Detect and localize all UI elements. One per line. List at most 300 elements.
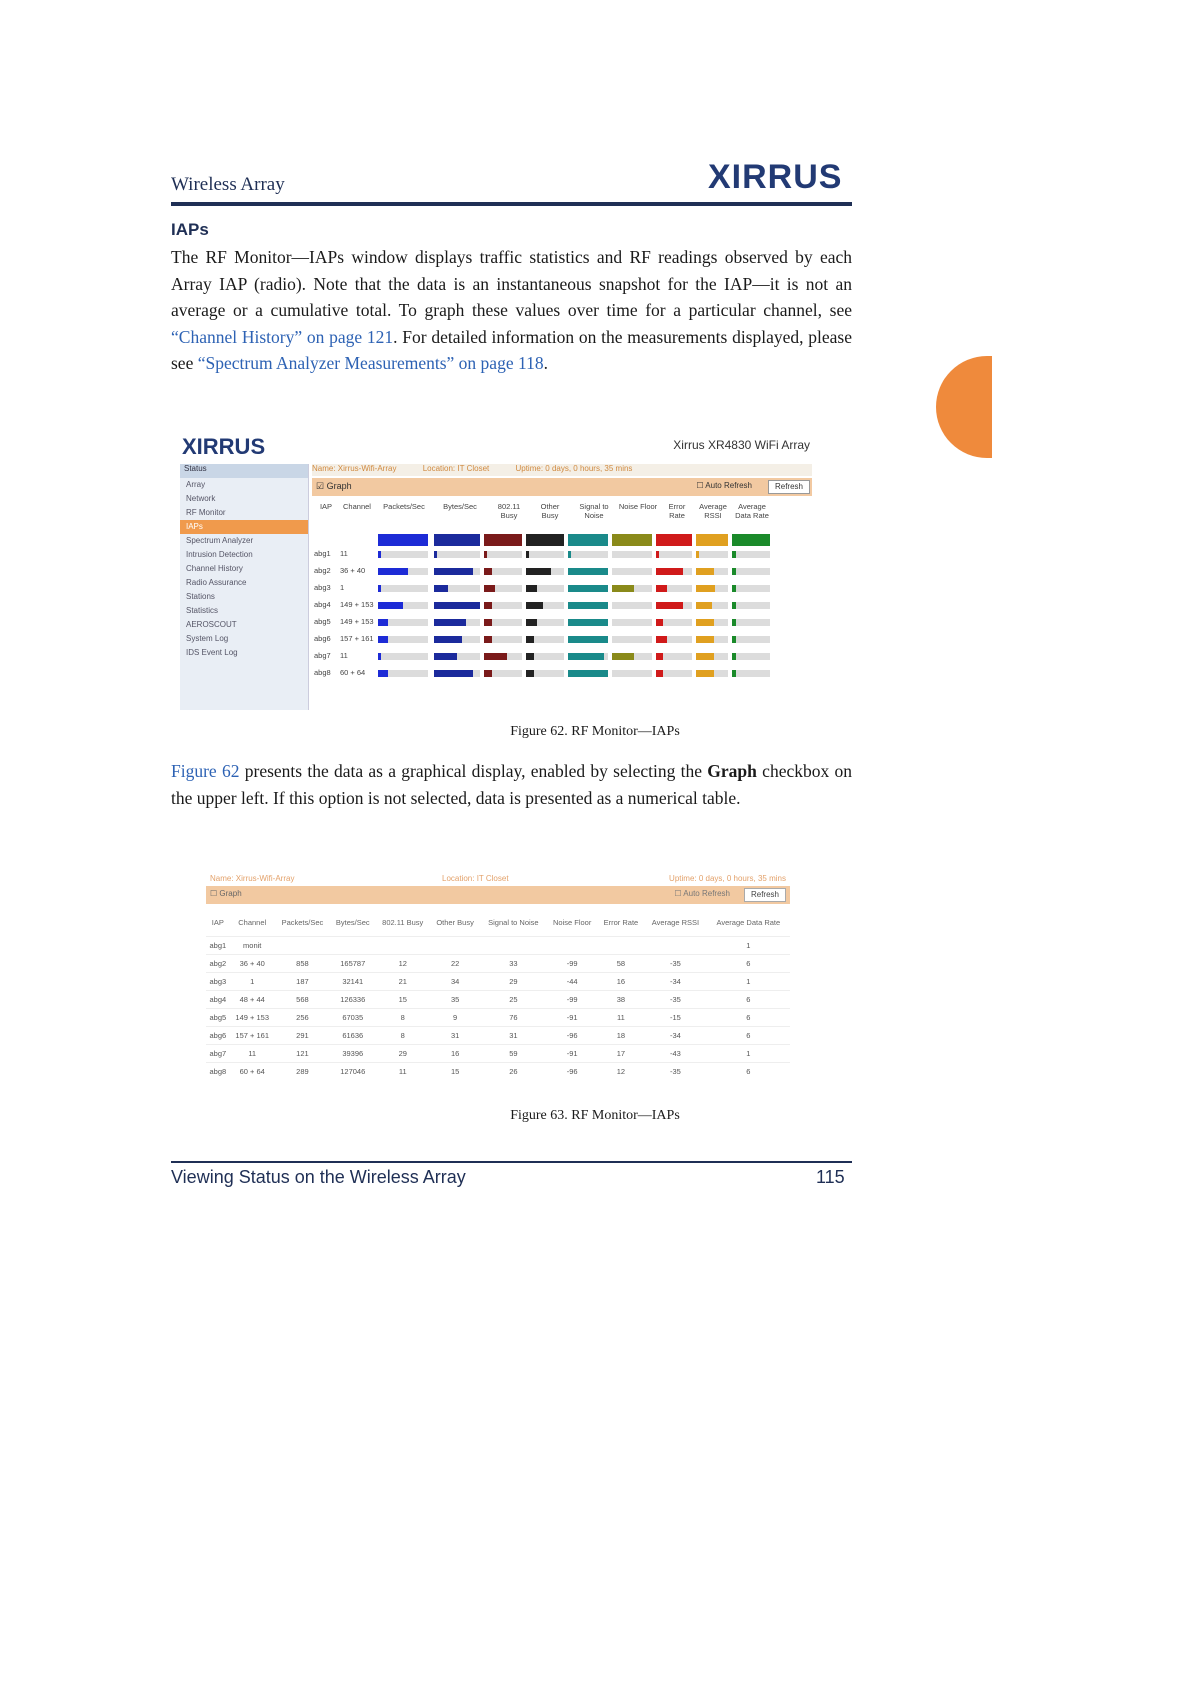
table-cell: 17 (598, 1045, 644, 1063)
intro-text-end: . (543, 353, 548, 373)
bar-track (434, 619, 480, 626)
bar-track (484, 585, 522, 592)
intro-text: The RF Monitor—IAPs window displays traffic statistics and RF readings observed by each Array IAP (radio). Note that the data is an instantaneous snapshot for the IAP—it is not an average or a cumulative total. To graph these values over time for a particular channel, see (171, 247, 852, 320)
bar-track (612, 670, 652, 677)
bar-track (656, 602, 692, 609)
chapter-tab-marker (936, 356, 992, 458)
bar-track (378, 585, 428, 592)
bar-track (526, 568, 564, 575)
para2-end: checkbox on the upper left. If this option is not selected, data is presented as a numerical table. (171, 761, 852, 808)
column-header[interactable]: Packets/Sec (383, 502, 425, 511)
graph-term: Graph (707, 761, 757, 781)
bar-track (484, 653, 522, 660)
iap-row (312, 580, 812, 597)
bar-fill (568, 585, 608, 592)
bar-track (732, 670, 770, 677)
bar-fill (696, 636, 714, 643)
table-cell: 1 (707, 937, 790, 955)
iap-row (312, 648, 812, 665)
table-cell: 157 + 161 (230, 1027, 275, 1045)
legend-swatch (378, 534, 428, 546)
bar-fill (696, 670, 714, 677)
bar-fill (378, 602, 403, 609)
table-cell: -35 (644, 1063, 707, 1081)
table-cell: monit (230, 937, 275, 955)
page-number: 115 (816, 1167, 845, 1187)
bar-fill (656, 619, 663, 626)
bar-track (378, 653, 428, 660)
bar-fill (378, 653, 381, 660)
auto-refresh-checkbox-2[interactable]: ☐ Auto Refresh (674, 889, 730, 898)
table-cell: 1 (707, 1045, 790, 1063)
screenshot-logo: XIRRUS (182, 434, 266, 459)
table-cell: -91 (547, 1009, 598, 1027)
sidebar-item[interactable]: Network (186, 494, 216, 503)
sidebar-item[interactable]: Channel History (186, 564, 243, 573)
table-cell: -43 (644, 1045, 707, 1063)
array-uptime-2: Uptime: 0 days, 0 hours, 35 mins (669, 874, 786, 883)
bar-track (612, 636, 652, 643)
table-cell: 39396 (330, 1045, 375, 1063)
bar-track (378, 602, 428, 609)
bar-fill (434, 551, 437, 558)
refresh-button-2[interactable]: Refresh (744, 888, 786, 902)
bar-fill (732, 602, 736, 609)
table-column-header[interactable]: 802.11 Busy (382, 917, 424, 927)
table-cell: 36 + 40 (230, 955, 275, 973)
table-cell (375, 937, 430, 955)
bar-track (612, 568, 652, 575)
bar-fill (526, 636, 534, 643)
bar-fill (526, 653, 534, 660)
table-cell: 11 (598, 1009, 644, 1027)
table-cell: 33 (480, 955, 546, 973)
bar-fill (378, 670, 388, 677)
sidebar-item[interactable]: Spectrum Analyzer (186, 536, 254, 545)
bar-fill (378, 636, 388, 643)
table-cell: 12 (375, 955, 430, 973)
column-header[interactable]: Signal to Noise (579, 502, 609, 520)
bar-fill (656, 636, 667, 643)
table-cell: 26 (480, 1063, 546, 1081)
bar-track (612, 653, 652, 660)
iap-channel: 149 + 153 (340, 617, 374, 626)
iap-channel: 1 (340, 583, 345, 592)
table-cell: abg2 (206, 955, 230, 973)
bar-fill (732, 619, 736, 626)
table-cell: 121 (275, 1045, 330, 1063)
bar-track (378, 568, 428, 575)
column-header[interactable]: Average RSSI (699, 502, 727, 520)
bar-fill (434, 636, 462, 643)
column-header[interactable]: Bytes/Sec (443, 502, 477, 511)
bar-fill (434, 670, 473, 677)
bar-track (378, 619, 428, 626)
table-cell: 32141 (330, 973, 375, 991)
column-header[interactable]: Error Rate (668, 502, 686, 520)
table-cell: 29 (480, 973, 546, 991)
sidebar-item[interactable]: Radio Assurance (186, 578, 247, 587)
column-headers (312, 496, 812, 532)
bar-track (656, 670, 692, 677)
bar-track (656, 636, 692, 643)
bar-track (612, 585, 652, 592)
iap-channel: 157 + 161 (340, 634, 374, 643)
bar-track (732, 551, 770, 558)
array-uptime: Uptime: 0 days, 0 hours, 35 mins (515, 464, 633, 473)
bar-fill (696, 551, 699, 558)
array-name: Name: Xirrus-Wifi-Array (312, 464, 397, 473)
table-cell: 858 (275, 955, 330, 973)
table-column-header[interactable]: Noise Floor (553, 917, 592, 927)
table-row (206, 1009, 790, 1027)
bar-fill (568, 551, 571, 558)
color-legend (312, 532, 812, 546)
bar-fill (378, 619, 388, 626)
table-cell: -96 (547, 1063, 598, 1081)
table-cell: -91 (547, 1045, 598, 1063)
table-cell: 21 (375, 973, 430, 991)
bar-fill (656, 653, 663, 660)
bar-track (612, 619, 652, 626)
iap-channel: 11 (340, 651, 348, 660)
table-cell: 6 (707, 955, 790, 973)
table-row (206, 1045, 790, 1063)
bar-track (434, 670, 480, 677)
bar-fill (732, 585, 736, 592)
bar-track (656, 551, 692, 558)
column-header[interactable]: Other Busy (540, 502, 560, 520)
sidebar-item[interactable]: AEROSCOUT (186, 620, 237, 629)
running-header-title: Wireless Array (171, 174, 285, 195)
bar-track (696, 551, 728, 558)
bar-fill (696, 619, 714, 626)
table-cell: 58 (598, 955, 644, 973)
sidebar-item[interactable]: IDS Event Log (186, 648, 238, 657)
bar-track (526, 670, 564, 677)
iap-panel (312, 464, 812, 714)
table-row (206, 955, 790, 973)
bar-fill (526, 602, 543, 609)
bar-track (484, 602, 522, 609)
iap-label: abg8 (314, 668, 331, 677)
table-cell: 165787 (330, 955, 375, 973)
iap-row (312, 631, 812, 648)
table-cell: 11 (230, 1045, 275, 1063)
sidebar-item[interactable]: Statistics (186, 606, 219, 615)
figure-63-screenshot (206, 872, 790, 1094)
column-header[interactable]: Channel (343, 502, 371, 511)
bar-fill (484, 670, 492, 677)
table-cell: 25 (480, 991, 546, 1009)
sidebar-item[interactable]: Stations (186, 592, 215, 601)
table-cell: abg7 (206, 1045, 230, 1063)
bar-fill (378, 551, 381, 558)
bar-fill (568, 653, 604, 660)
table-cell: 291 (275, 1027, 330, 1045)
bar-track (696, 568, 728, 575)
legend-swatch (656, 534, 692, 546)
intro-paragraph (171, 244, 852, 377)
table-column-header[interactable]: Channel (238, 917, 267, 927)
spectrum-analyzer-link[interactable]: “Spectrum Analyzer Measurements” on page 118 (197, 353, 544, 373)
bar-fill (656, 670, 663, 677)
column-header[interactable]: IAP (319, 502, 333, 511)
graph-checkbox[interactable]: ☑ Graph (316, 481, 352, 491)
bar-track (696, 670, 728, 677)
bar-fill (434, 602, 480, 609)
legend-swatch (696, 534, 728, 546)
table-row (206, 973, 790, 991)
iap-label: abg5 (314, 617, 331, 626)
iap-channel: 11 (340, 549, 348, 558)
bar-fill (568, 636, 608, 643)
bar-track (732, 585, 770, 592)
bar-track (378, 551, 428, 558)
bar-fill (484, 619, 492, 626)
footer-chapter-title: Viewing Status on the Wireless Array (171, 1167, 466, 1187)
bar-track (696, 619, 728, 626)
table-cell: 31 (430, 1027, 480, 1045)
table-cell: 6 (707, 991, 790, 1009)
iap-row (312, 546, 812, 563)
bar-track (656, 619, 692, 626)
table-cell: 1 (230, 973, 275, 991)
table-cell: -44 (547, 973, 598, 991)
table-cell: 31 (480, 1027, 546, 1045)
bar-track (434, 551, 480, 558)
table-cell: 8 (375, 1027, 430, 1045)
iap-row (312, 563, 812, 580)
bar-track (434, 602, 480, 609)
bar-fill (656, 568, 683, 575)
table-cell: abg4 (206, 991, 230, 1009)
iap-row (312, 614, 812, 631)
table-column-header[interactable]: Other Busy (436, 917, 474, 927)
bar-track (526, 636, 564, 643)
bar-fill (378, 568, 408, 575)
nav-sidebar (180, 464, 309, 710)
iap-label: abg2 (314, 566, 331, 575)
iap-channel: 60 + 64 (340, 668, 366, 677)
table-cell: -15 (644, 1009, 707, 1027)
sidebar-item[interactable]: Array (186, 480, 206, 489)
bar-fill (434, 585, 448, 592)
intro-text-mid: . For detailed information on the measurements displayed, please see (171, 326, 852, 373)
refresh-button[interactable]: Refresh (768, 480, 810, 494)
table-cell: 6 (707, 1027, 790, 1045)
table-cell: -35 (644, 955, 707, 973)
table-column-header[interactable]: Signal to Noise (488, 917, 539, 927)
table-cell: 60 + 64 (230, 1063, 275, 1081)
table-cell: 61636 (330, 1027, 375, 1045)
bar-fill (696, 568, 714, 575)
table-cell: abg8 (206, 1063, 230, 1081)
table-cell (480, 937, 546, 955)
bar-track (732, 619, 770, 626)
legend-swatch (568, 534, 608, 546)
table-column-header[interactable]: Bytes/Sec (335, 917, 370, 927)
iap-numeric-table (206, 908, 790, 1080)
iap-row (312, 665, 812, 682)
bar-track (484, 619, 522, 626)
section-heading: IAPs (171, 220, 209, 239)
bar-track (526, 585, 564, 592)
bar-fill (484, 636, 492, 643)
table-cell: 34 (430, 973, 480, 991)
iap-label: abg6 (314, 634, 331, 643)
column-header[interactable]: 802.11 Busy (497, 502, 521, 520)
array-info-2 (206, 872, 790, 886)
table-cell: 35 (430, 991, 480, 1009)
iap-label: abg7 (314, 651, 331, 660)
para2-text: presents the data as a graphical display, enabled by selecting the (239, 761, 708, 781)
bar-fill (732, 568, 736, 575)
table-column-header[interactable]: Packets/Sec (281, 917, 324, 927)
table-cell: -35 (644, 991, 707, 1009)
bar-track (568, 619, 608, 626)
bar-fill (526, 619, 537, 626)
column-header[interactable]: Noise Floor (618, 502, 658, 511)
table-cell: 127046 (330, 1063, 375, 1081)
bar-track (656, 568, 692, 575)
product-name: Xirrus XR4830 WiFi Array (673, 438, 810, 452)
table-row (206, 1063, 790, 1081)
bar-fill (612, 585, 634, 592)
bar-fill (656, 602, 683, 609)
iap-label: abg3 (314, 583, 331, 592)
legend-swatch (484, 534, 522, 546)
table-row (206, 991, 790, 1009)
bar-fill (434, 619, 466, 626)
bar-track (434, 568, 480, 575)
figure-62-screenshot (180, 430, 812, 714)
bar-track (612, 602, 652, 609)
bar-fill (612, 653, 634, 660)
table-row (206, 937, 790, 955)
table-cell: -99 (547, 991, 598, 1009)
table-row (206, 1027, 790, 1045)
bar-fill (526, 585, 537, 592)
table-cell: 1 (707, 973, 790, 991)
bar-track (656, 585, 692, 592)
iap-channel: 149 + 153 (340, 600, 374, 609)
bar-track (568, 653, 608, 660)
bar-fill (568, 602, 608, 609)
legend-swatch (612, 534, 652, 546)
bar-track (568, 602, 608, 609)
bar-fill (696, 602, 712, 609)
channel-history-link[interactable]: “Channel History” on page 121 (171, 326, 394, 347)
sidebar-header: Status (180, 464, 308, 478)
table-cell: 59 (480, 1045, 546, 1063)
table-cell: 149 + 153 (230, 1009, 275, 1027)
table-cell: -34 (644, 973, 707, 991)
table-column-header[interactable]: Average RSSI (651, 917, 700, 927)
bar-fill (526, 568, 551, 575)
sidebar-item[interactable]: System Log (186, 634, 229, 643)
sidebar-item[interactable]: IAPs (180, 520, 308, 534)
bar-track (484, 670, 522, 677)
auto-refresh-checkbox[interactable]: ☐ Auto Refresh (696, 481, 752, 490)
bar-track (732, 568, 770, 575)
table-cell: -96 (547, 1027, 598, 1045)
bar-track (434, 653, 480, 660)
table-cell (430, 937, 480, 955)
iap-label: abg4 (314, 600, 331, 609)
legend-swatch (732, 534, 770, 546)
bar-track (484, 636, 522, 643)
table-cell: 12 (598, 1063, 644, 1081)
bar-fill (434, 653, 457, 660)
bar-track (378, 636, 428, 643)
table-cell: 289 (275, 1063, 330, 1081)
table-cell: 22 (430, 955, 480, 973)
toolbar (312, 478, 812, 496)
table-cell: -99 (547, 955, 598, 973)
bar-track (526, 551, 564, 558)
table-cell (275, 937, 330, 955)
sidebar-item[interactable]: Intrusion Detection (186, 550, 253, 559)
table-cell: abg3 (206, 973, 230, 991)
bar-track (568, 568, 608, 575)
table-column-header[interactable]: IAP (211, 917, 224, 927)
table-cell: abg1 (206, 937, 230, 955)
bar-track (526, 619, 564, 626)
table-cell: 38 (598, 991, 644, 1009)
bar-track (612, 551, 652, 558)
bar-track (568, 636, 608, 643)
bar-fill (696, 653, 714, 660)
bar-track (732, 653, 770, 660)
figure-62-link[interactable]: Figure 62 (171, 761, 240, 781)
bar-track (696, 585, 728, 592)
sidebar-item[interactable]: RF Monitor (186, 508, 226, 517)
toolbar-2 (206, 886, 790, 904)
graph-checkbox-2[interactable]: ☐ Graph (210, 889, 242, 898)
bar-fill (696, 585, 715, 592)
bar-fill (378, 585, 381, 592)
bar-fill (732, 636, 736, 643)
table-cell: 76 (480, 1009, 546, 1027)
table-column-header[interactable]: Error Rate (603, 917, 639, 927)
bar-track (434, 585, 480, 592)
bar-fill (434, 568, 473, 575)
bar-track (696, 602, 728, 609)
array-name-2: Name: Xirrus-Wifi-Array (210, 874, 295, 883)
column-header[interactable]: Average Data Rate (735, 502, 769, 520)
bar-fill (526, 670, 534, 677)
bar-fill (568, 619, 608, 626)
table-cell (330, 937, 375, 955)
bar-fill (484, 585, 495, 592)
bar-fill (656, 585, 667, 592)
footer-rule (171, 1161, 852, 1163)
table-cell: 8 (375, 1009, 430, 1027)
table-cell: 29 (375, 1045, 430, 1063)
table-cell: 256 (275, 1009, 330, 1027)
bar-fill (526, 551, 529, 558)
bar-fill (656, 551, 659, 558)
bar-track (484, 551, 522, 558)
bar-fill (484, 653, 507, 660)
table-cell: 15 (375, 991, 430, 1009)
legend-swatch (434, 534, 480, 546)
table-column-header[interactable]: Average Data Rate (716, 917, 781, 927)
bar-track (434, 636, 480, 643)
table-cell: 48 + 44 (230, 991, 275, 1009)
table-cell: 11 (375, 1063, 430, 1081)
